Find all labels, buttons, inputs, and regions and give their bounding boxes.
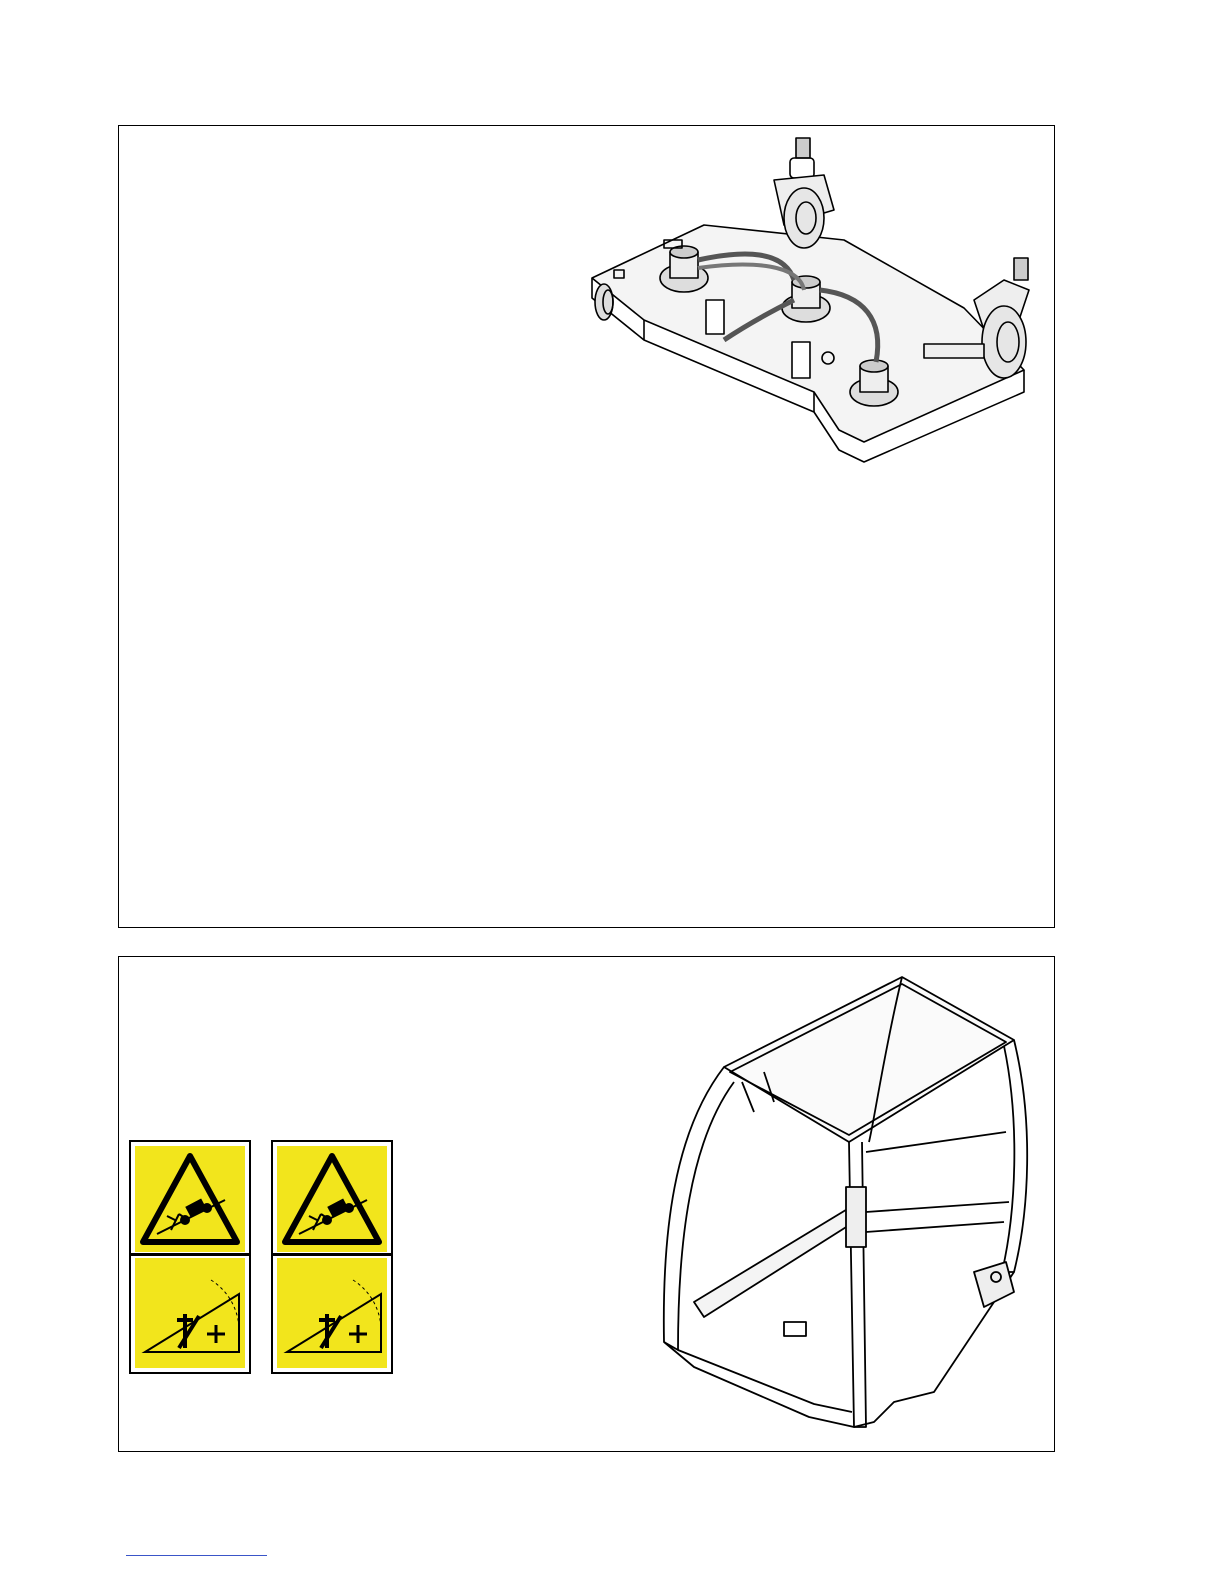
mower-deck-figure-panel	[118, 125, 1055, 928]
rollover-hazard-warning-icon	[135, 1146, 245, 1252]
max-slope-angle-icon	[135, 1258, 245, 1368]
footer-link-underline	[126, 1555, 267, 1556]
decal-divider	[273, 1253, 391, 1256]
rollover-hazard-warning-icon	[277, 1146, 387, 1252]
cab-frame-illustration	[634, 972, 1034, 1432]
safety-decal-right	[271, 1140, 393, 1374]
cab-decals-figure-panel	[118, 956, 1055, 1452]
max-slope-angle-icon	[277, 1258, 387, 1368]
decal-divider	[131, 1253, 249, 1256]
safety-decal-left	[129, 1140, 251, 1374]
mower-deck-illustration	[584, 130, 1044, 480]
